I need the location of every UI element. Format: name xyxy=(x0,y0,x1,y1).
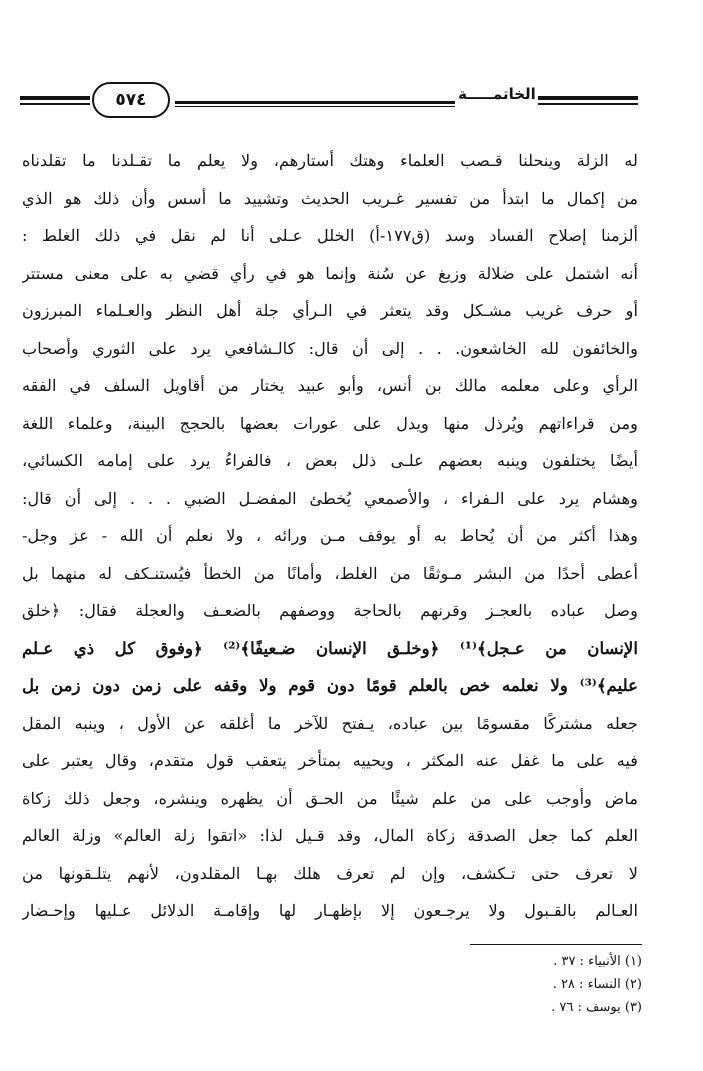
header-rule-right xyxy=(538,96,638,100)
body-line: ومن قراءاتهم ويُرذل منها ويدل على عورات بعضها بالحجج البينة، وعلماء اللغة xyxy=(22,413,638,433)
body-line: وصل عباده بالعجـز وقرنهم بالحاجة ووصفهم بالضعـف والعجلة فقال: ﴿خلق xyxy=(22,601,638,620)
body-line: العلم كما جعل الصدقة زكاة المال، وقد قـيل لذا: «اتقوا زلة العالم» وزلة العالم xyxy=(22,826,638,845)
body-line: من إكمال ما ابتدأ من تفسير غـريب الحديث وتشييد ما أسس وأن ذلك هو الذي xyxy=(22,188,638,208)
body-line: أعطى أحدًا من البشر مـوثقًا من الغلط، وأمانًا من الخطأ فيُستنـكف له منهما بل xyxy=(22,563,638,583)
footnote-separator xyxy=(470,944,642,945)
body-line: العـالم بالقـبول ولا يرجـعون إلا بإظهـار لها وإقامـة الدلائل عـليها وإحـضار xyxy=(22,901,638,920)
body-line: الرأي وعلى معلمه مالك بن أنس، وأبو عبيد يختار من أقاويل السلف في الفقه xyxy=(22,376,638,395)
footnotes xyxy=(380,950,642,1019)
page-number: ٥٧٤ xyxy=(115,90,147,110)
footnote: (١) الأنبياء : ٣٧ . xyxy=(553,954,642,969)
body-line: أو حرف غريب مشـكل وقد يتعثر في الـرأي جلة أهل النظر والعـلماء المبرزون xyxy=(22,301,638,320)
body-line: لا تعرف حتى تـكشف، وإن لم تعرف هلك بهـا المقلدون، لأنهم يتلـقونها من xyxy=(22,863,638,883)
body-line: عليم﴾⁽³⁾ ولا نعلمه خص بالعلم قومًا دون قوم ولا وقفه على زمن دون زمن بل xyxy=(22,675,638,695)
header-rule-left xyxy=(20,96,90,100)
header-rule-middle-thin xyxy=(175,106,455,107)
body-line: له الزلة وينحلنا قـصب العلماء وهتك أستارهم، ولا يعلم ما تقـلدنا ما تقلدناه xyxy=(22,151,638,170)
chapter-title: الخاتمـــــة xyxy=(458,85,536,103)
body-line: ألزمنا إصلاح الفساد وسد (ق١٧٧-أ) الخلل عـلى أنا لم نقل في ذلك الغلط : xyxy=(22,226,638,245)
body-text xyxy=(22,142,638,930)
body-line: أنه اشتمل على ضلالة وزيغ عن سُنة وإنما هو في رأي قضي به على معنى مستتر xyxy=(22,263,638,283)
body-line: والخائفون لله الخاشعون. . . إلى أن قال: كالـشافعي يرد على الثوري وأصحاب xyxy=(22,338,638,358)
body-line: جعله مشتركًا مقسومًا بين عباده، يـفتح للآخر ما أغلقه عن الأول ، وينبه المقل xyxy=(22,713,638,733)
header-rule-left-thin xyxy=(20,103,90,105)
body-line: وهشام يرد على الـفراء ، والأصمعي يُخطئ المفضـل الضبي . . . إلى أن قال: xyxy=(22,488,638,508)
body-line: ماض وأوجب على من علم شيئًا من الحـق أن يظهره وينشره، وجعل ذلك زكاة xyxy=(22,788,638,808)
footnote: (٣) يوسف : ٧٦ . xyxy=(551,1000,642,1015)
header-rule-right-thin xyxy=(538,103,638,105)
body-line: أيضًا يختلفون وينبه بعضهم علـى ذلل بعض ، فالفراءُ يرد على إمامه الكسائي، xyxy=(22,451,638,470)
page-header xyxy=(0,82,703,126)
body-line: فيه على ما غفل عنه المكثر ، ويحييه بمتأخر يتعقب قول متقدم، وقال يعتبر على xyxy=(22,751,638,770)
footnote: (٢) النساء : ٢٨ . xyxy=(552,977,642,992)
quran-verse-line: الإنسان من عـجل﴾⁽¹⁾ ﴿وخلـق الإنسان ضـعيفًا﴾⁽²⁾ ﴿وفوق كل ذي عـلم xyxy=(22,637,638,658)
header-rule-middle xyxy=(175,101,455,104)
body-line: وهذا أكثر من أن يُحاط به أو يوقف مـن ورائه ، ولا نعلم أن الله - عز وجل- xyxy=(22,526,638,545)
page-number-frame xyxy=(92,82,170,118)
